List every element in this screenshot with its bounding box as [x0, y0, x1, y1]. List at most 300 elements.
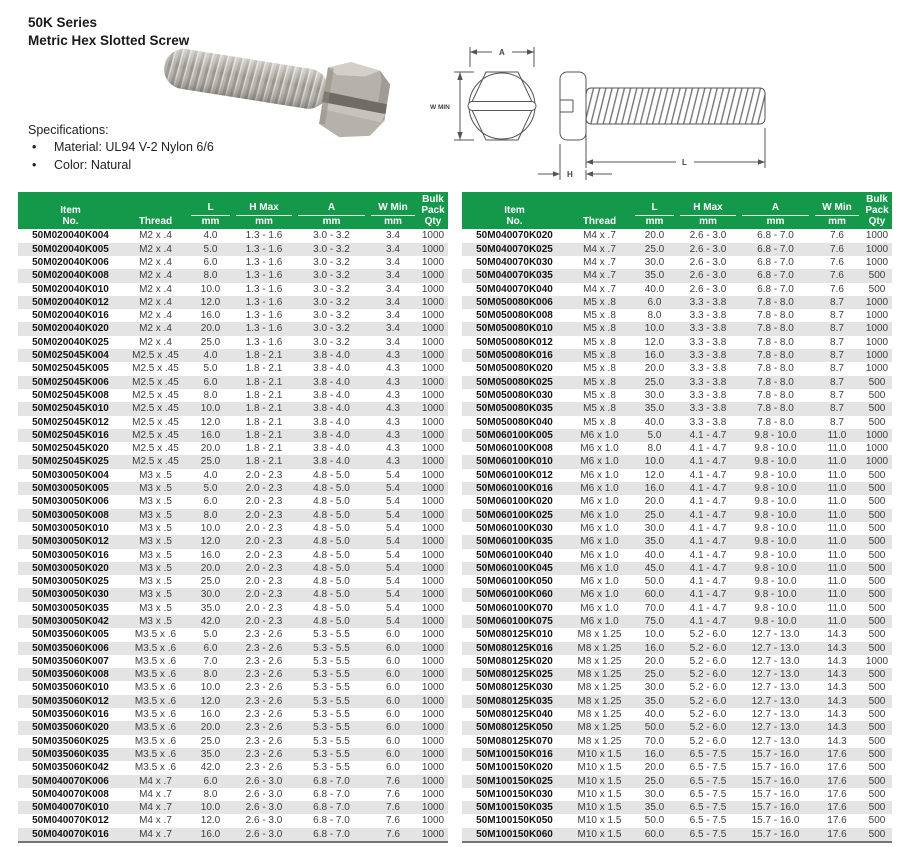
length-mm: 25.0	[200, 735, 221, 747]
h-max-mm: 1.3 - 1.6	[245, 256, 283, 268]
w-min-mm: 5.4	[368, 615, 418, 628]
bulk-pack-qty: 1000	[421, 629, 445, 641]
w-min-mm: 14.3	[812, 721, 862, 734]
item-no: 50M035060K008	[18, 668, 123, 681]
table-row	[462, 549, 892, 562]
thread: M3.5 x .6	[134, 682, 177, 694]
h-max-mm: 1.3 - 1.6	[233, 296, 295, 309]
w-min-mm: 4.3	[386, 416, 400, 428]
item-no: 50M050080K008	[476, 310, 553, 322]
length-mm: 20.0	[644, 230, 665, 242]
thread: M5 x .8	[567, 349, 632, 362]
thread: M3 x .5	[139, 469, 172, 481]
table-row	[462, 814, 892, 827]
a-mm: 9.8 - 10.0	[739, 429, 812, 442]
item-no: 50M100150K025	[462, 775, 567, 788]
length-mm: 6.0	[632, 296, 677, 309]
length-mm: 8.0	[647, 443, 662, 455]
table-row	[462, 322, 892, 335]
w-min-mm: 4.3	[386, 389, 400, 401]
specs-heading: Specifications:	[28, 123, 109, 137]
length-mm: 12.0	[188, 535, 233, 548]
w-min-mm: 6.0	[386, 629, 400, 641]
bulk-pack-qty: 500	[862, 562, 892, 575]
bulk-pack-qty: 1000	[862, 429, 892, 442]
a-mm: 3.0 - 3.2	[313, 230, 350, 242]
length-mm: 60.0	[632, 588, 677, 601]
h-max-mm: 1.3 - 1.6	[245, 230, 283, 242]
item-no: 50M035060K016	[32, 709, 109, 721]
w-min-mm: 5.4	[386, 576, 400, 588]
thread: M2.5 x .45	[123, 455, 188, 468]
item-no: 50M050080K040	[476, 416, 553, 428]
length-mm: 12.0	[200, 815, 221, 827]
length-mm: 35.0	[632, 535, 677, 548]
w-min-mm: 5.4	[386, 522, 400, 534]
table-row	[18, 376, 448, 389]
bulk-pack-qty: 500	[862, 775, 892, 788]
bulk-pack-qty: 1000	[421, 469, 445, 481]
bulk-pack-qty: 500	[868, 682, 886, 694]
w-min-mm: 4.3	[386, 443, 400, 455]
length-mm: 40.0	[644, 709, 665, 721]
bulk-pack-qty: 1000	[862, 455, 892, 468]
table-row	[18, 642, 448, 655]
length-mm: 35.0	[188, 748, 233, 761]
w-min-mm: 8.7	[830, 389, 844, 401]
item-no: 50M020040K008	[18, 269, 123, 282]
h-max-mm: 1.8 - 2.1	[245, 363, 283, 375]
thread: M6 x 1.0	[567, 509, 632, 522]
table-row	[462, 309, 892, 322]
bulk-pack-qty: 500	[868, 416, 886, 428]
h-max-mm: 2.0 - 2.3	[233, 482, 295, 495]
item-no: 50M050080K025	[462, 376, 567, 389]
w-min-mm: 11.0	[812, 429, 862, 442]
dim-label-wmin: W MIN	[430, 104, 450, 111]
h-max-mm: 3.3 - 3.8	[689, 416, 727, 428]
bulk-pack-qty: 500	[862, 376, 892, 389]
thread: M8 x 1.25	[577, 655, 622, 667]
table-row	[462, 495, 892, 508]
spec-table-right	[462, 192, 892, 843]
thread: M4 x .7	[567, 269, 632, 282]
h-max-mm: 3.3 - 3.8	[689, 310, 727, 322]
item-no: 50M030050K020	[18, 562, 123, 575]
w-min-mm: 14.3	[827, 655, 847, 667]
h-max-mm: 4.1 - 4.7	[689, 602, 727, 614]
a-mm: 12.7 - 13.0	[739, 695, 812, 708]
h-max-mm: 1.8 - 2.1	[233, 429, 295, 442]
a-mm: 4.8 - 5.0	[295, 562, 368, 575]
h-max-mm: 4.1 - 4.7	[677, 509, 739, 522]
w-min-mm: 4.3	[368, 402, 418, 415]
w-min-mm: 3.4	[368, 243, 418, 256]
table-row	[462, 509, 892, 522]
a-mm: 3.0 - 3.2	[295, 296, 368, 309]
length-mm: 4.0	[203, 230, 218, 242]
length-mm: 35.0	[632, 801, 677, 814]
length-mm: 70.0	[644, 735, 665, 747]
length-mm: 16.0	[200, 310, 221, 322]
h-max-mm: 4.1 - 4.7	[677, 482, 739, 495]
a-mm: 7.8 - 8.0	[757, 416, 794, 428]
h-max-mm: 2.6 - 3.0	[233, 801, 295, 814]
thread: M3.5 x .6	[134, 735, 177, 747]
table-row	[18, 655, 448, 668]
h-max-mm: 2.0 - 2.3	[233, 509, 295, 522]
length-mm: 20.0	[188, 322, 233, 335]
thread: M2 x .4	[123, 296, 188, 309]
a-mm: 5.3 - 5.5	[313, 762, 350, 774]
item-no: 50M060100K070	[476, 602, 553, 614]
thread: M3 x .5	[139, 522, 172, 534]
length-mm: 35.0	[632, 695, 677, 708]
w-min-mm: 11.0	[827, 496, 847, 508]
h-max-mm: 4.1 - 4.7	[689, 549, 727, 561]
thread: M10 x 1.5	[577, 788, 622, 800]
specifications	[28, 122, 214, 174]
h-max-mm: 2.0 - 2.3	[245, 496, 283, 508]
a-mm: 6.8 - 7.0	[295, 775, 368, 788]
h-max-mm: 2.3 - 2.6	[233, 642, 295, 655]
a-mm: 6.8 - 7.0	[313, 788, 350, 800]
table-row	[18, 336, 448, 349]
w-min-mm: 8.7	[812, 296, 862, 309]
length-mm: 5.0	[188, 243, 233, 256]
length-mm: 42.0	[188, 615, 233, 628]
item-no: 50M100150K060	[462, 828, 567, 842]
item-no: 50M060100K016	[462, 482, 567, 495]
h-max-mm: 3.3 - 3.8	[677, 349, 739, 362]
table-row	[462, 615, 892, 628]
item-no: 50M025045K004	[18, 349, 123, 362]
h-max-mm: 5.2 - 6.0	[689, 629, 727, 641]
spec-material	[28, 139, 214, 156]
table-row	[18, 402, 448, 415]
thread: M5 x .8	[567, 322, 632, 335]
thread: M3.5 x .6	[134, 655, 177, 667]
thread: M5 x .8	[567, 296, 632, 309]
thread: M3.5 x .6	[134, 629, 177, 641]
thread: M4 x .7	[123, 801, 188, 814]
table-row	[18, 748, 448, 761]
w-min-mm: 3.4	[368, 296, 418, 309]
bulk-pack-qty: 1000	[862, 296, 892, 309]
a-mm: 9.8 - 10.0	[739, 509, 812, 522]
bulk-pack-qty: 1000	[418, 482, 448, 495]
length-mm: 20.0	[188, 562, 233, 575]
h-max-mm: 4.1 - 4.7	[677, 562, 739, 575]
thread: M5 x .8	[583, 363, 616, 375]
col-header-item-no: Item No.	[462, 192, 567, 229]
w-min-mm: 3.4	[386, 336, 400, 348]
item-no: 50M080125K010	[476, 629, 553, 641]
spec-material-text: Material: UL94 V-2 Nylon 6/6	[54, 140, 214, 155]
length-mm: 20.0	[644, 363, 665, 375]
bulk-pack-qty: 1000	[418, 509, 448, 522]
item-no: 50M020040K005	[18, 243, 123, 256]
w-min-mm: 5.4	[368, 509, 418, 522]
length-mm: 60.0	[632, 828, 677, 842]
col-header-a: A mm	[739, 192, 812, 229]
bulk-pack-qty: 500	[862, 642, 892, 655]
item-no: 50M040070K025	[462, 243, 567, 256]
item-no: 50M050080K016	[462, 349, 567, 362]
a-mm: 15.7 - 16.0	[739, 748, 812, 761]
bullet: •	[32, 140, 37, 155]
w-min-mm: 8.7	[830, 416, 844, 428]
h-max-mm: 1.3 - 1.6	[233, 269, 295, 282]
bulk-pack-qty: 500	[862, 615, 892, 628]
w-min-mm: 4.3	[368, 349, 418, 362]
length-mm: 8.0	[647, 310, 662, 322]
length-mm: 8.0	[188, 668, 233, 681]
h-max-mm: 5.2 - 6.0	[677, 721, 739, 734]
bulk-pack-qty: 500	[862, 828, 892, 842]
length-mm: 6.0	[188, 642, 233, 655]
length-mm: 16.0	[632, 642, 677, 655]
w-min-mm: 4.3	[368, 429, 418, 442]
a-mm: 6.8 - 7.0	[295, 801, 368, 814]
a-mm: 7.8 - 8.0	[739, 376, 812, 389]
w-min-mm: 17.6	[812, 748, 862, 761]
thread: M4 x .7	[583, 283, 616, 295]
a-mm: 3.8 - 4.0	[295, 349, 368, 362]
a-mm: 12.7 - 13.0	[739, 721, 812, 734]
item-no: 50M020040K010	[32, 283, 109, 295]
thread: M2 x .4	[139, 283, 172, 295]
item-no: 50M020040K012	[18, 296, 123, 309]
w-min-mm: 14.3	[812, 642, 862, 655]
item-no: 50M035060K042	[32, 762, 109, 774]
item-no: 50M060100K035	[462, 535, 567, 548]
table-row	[18, 229, 448, 242]
item-no: 50M100150K016	[462, 748, 567, 761]
thread: M3 x .5	[123, 482, 188, 495]
a-mm: 12.7 - 13.0	[739, 668, 812, 681]
length-mm: 30.0	[644, 522, 665, 534]
w-min-mm: 5.4	[386, 469, 400, 481]
product-title: Metric Hex Slotted Screw	[28, 32, 190, 48]
bulk-pack-qty: 1000	[421, 230, 445, 242]
length-mm: 40.0	[644, 549, 665, 561]
length-mm: 35.0	[632, 269, 677, 282]
table-row	[462, 735, 892, 748]
thread: M3 x .5	[139, 549, 172, 561]
length-mm: 12.0	[644, 469, 665, 481]
h-max-mm: 2.3 - 2.6	[233, 748, 295, 761]
w-min-mm: 7.6	[368, 828, 418, 842]
table-row	[18, 535, 448, 548]
item-no: 50M060100K030	[476, 522, 553, 534]
length-mm: 20.0	[188, 721, 233, 734]
h-max-mm: 2.0 - 2.3	[233, 588, 295, 601]
bulk-pack-qty: 1000	[421, 602, 445, 614]
thread: M3.5 x .6	[123, 721, 188, 734]
item-no: 50M080125K025	[462, 668, 567, 681]
table-row	[462, 575, 892, 588]
w-min-mm: 6.0	[386, 735, 400, 747]
h-max-mm: 2.3 - 2.6	[233, 695, 295, 708]
table-row	[18, 562, 448, 575]
thread: M8 x 1.25	[577, 709, 622, 721]
a-mm: 15.7 - 16.0	[751, 788, 800, 800]
a-mm: 6.8 - 7.0	[757, 283, 794, 295]
length-mm: 20.0	[644, 655, 665, 667]
w-min-mm: 7.6	[368, 801, 418, 814]
a-mm: 5.3 - 5.5	[313, 682, 350, 694]
a-mm: 3.8 - 4.0	[295, 429, 368, 442]
w-min-mm: 11.0	[812, 455, 862, 468]
w-min-mm: 7.6	[830, 283, 844, 295]
length-mm: 4.0	[203, 469, 218, 481]
table-row	[462, 535, 892, 548]
table-row	[462, 442, 892, 455]
item-no: 50M060100K075	[462, 615, 567, 628]
length-mm: 16.0	[632, 349, 677, 362]
item-no: 50M020040K025	[32, 336, 109, 348]
thread: M6 x 1.0	[580, 576, 619, 588]
thread: M4 x .7	[123, 775, 188, 788]
item-no: 50M080125K050	[462, 721, 567, 734]
a-mm: 6.8 - 7.0	[739, 243, 812, 256]
bulk-pack-qty: 1000	[865, 336, 889, 348]
a-mm: 3.0 - 3.2	[313, 256, 350, 268]
item-no: 50M080125K070	[476, 735, 553, 747]
a-mm: 3.8 - 4.0	[295, 376, 368, 389]
bulk-pack-qty: 1000	[418, 775, 448, 788]
a-mm: 5.3 - 5.5	[313, 735, 350, 747]
h-max-mm: 1.3 - 1.6	[245, 336, 283, 348]
table-row	[18, 243, 448, 256]
length-mm: 16.0	[632, 482, 677, 495]
thread: M2 x .4	[139, 230, 172, 242]
w-min-mm: 7.6	[812, 243, 862, 256]
a-mm: 12.7 - 13.0	[751, 735, 800, 747]
h-max-mm: 5.2 - 6.0	[689, 682, 727, 694]
table-row	[462, 349, 892, 362]
w-min-mm: 7.6	[830, 256, 844, 268]
length-mm: 10.0	[632, 322, 677, 335]
a-mm: 9.8 - 10.0	[754, 576, 797, 588]
thread: M3 x .5	[139, 602, 172, 614]
bulk-pack-qty: 500	[868, 469, 886, 481]
w-min-mm: 6.0	[368, 748, 418, 761]
length-mm: 25.0	[632, 775, 677, 788]
a-mm: 7.8 - 8.0	[739, 296, 812, 309]
bullet: •	[32, 157, 37, 172]
item-no: 50M020040K020	[18, 322, 123, 335]
table-row	[18, 256, 448, 269]
item-no: 50M040070K016	[18, 828, 123, 842]
a-mm: 15.7 - 16.0	[739, 828, 812, 842]
thread: M8 x 1.25	[577, 682, 622, 694]
a-mm: 4.8 - 5.0	[295, 535, 368, 548]
bulk-pack-qty: 1000	[418, 801, 448, 814]
length-mm: 12.0	[188, 695, 233, 708]
a-mm: 5.3 - 5.5	[313, 709, 350, 721]
length-mm: 50.0	[644, 576, 665, 588]
h-max-mm: 2.6 - 3.0	[689, 256, 727, 268]
length-mm: 30.0	[644, 389, 665, 401]
w-min-mm: 5.4	[386, 602, 400, 614]
h-max-mm: 4.1 - 4.7	[689, 496, 727, 508]
length-mm: 20.0	[644, 762, 665, 774]
table-row	[462, 708, 892, 721]
thread: M2 x .4	[123, 322, 188, 335]
bulk-pack-qty: 1000	[865, 256, 889, 268]
a-mm: 5.3 - 5.5	[313, 629, 350, 641]
a-mm: 9.8 - 10.0	[754, 496, 797, 508]
a-mm: 12.7 - 13.0	[739, 642, 812, 655]
bulk-pack-qty: 1000	[418, 668, 448, 681]
w-min-mm: 11.0	[827, 469, 847, 481]
bulk-pack-qty: 1000	[862, 322, 892, 335]
table-row	[462, 469, 892, 482]
bulk-pack-qty: 1000	[421, 522, 445, 534]
table-row	[18, 416, 448, 429]
a-mm: 3.8 - 4.0	[313, 389, 350, 401]
item-no: 50M040070K040	[476, 283, 553, 295]
bulk-pack-qty: 500	[862, 588, 892, 601]
item-no: 50M050080K030	[476, 389, 553, 401]
bulk-pack-qty: 500	[862, 509, 892, 522]
item-no: 50M060100K005	[462, 429, 567, 442]
length-mm: 8.0	[188, 509, 233, 522]
item-no: 50M050080K035	[462, 402, 567, 415]
length-mm: 25.0	[200, 336, 221, 348]
a-mm: 7.8 - 8.0	[757, 310, 794, 322]
item-no: 50M040070K030	[476, 256, 553, 268]
thread: M5 x .8	[567, 376, 632, 389]
a-mm: 12.7 - 13.0	[751, 682, 800, 694]
table-row	[462, 455, 892, 468]
w-min-mm: 3.4	[386, 283, 400, 295]
w-min-mm: 7.6	[368, 775, 418, 788]
h-max-mm: 6.5 - 7.5	[689, 815, 727, 827]
length-mm: 10.0	[200, 283, 221, 295]
bulk-pack-qty: 1000	[865, 310, 889, 322]
table-row	[462, 336, 892, 349]
a-mm: 12.7 - 13.0	[751, 629, 800, 641]
length-mm: 16.0	[188, 828, 233, 842]
table-row	[18, 549, 448, 562]
length-mm: 16.0	[200, 709, 221, 721]
item-no: 50M040070K020	[476, 230, 553, 242]
thread: M4 x .7	[567, 243, 632, 256]
bulk-pack-qty: 500	[862, 801, 892, 814]
w-min-mm: 7.6	[830, 230, 844, 242]
table-row	[18, 362, 448, 375]
item-no: 50M080125K030	[476, 682, 553, 694]
length-mm: 5.0	[632, 429, 677, 442]
length-mm: 10.0	[644, 629, 665, 641]
col-header-item-no: Item No.	[18, 192, 123, 229]
spec-table-left	[18, 192, 448, 843]
bulk-pack-qty: 500	[868, 815, 886, 827]
item-no: 50M025045K008	[32, 389, 109, 401]
table-row	[18, 602, 448, 615]
a-mm: 6.8 - 7.0	[757, 230, 794, 242]
h-max-mm: 1.3 - 1.6	[245, 283, 283, 295]
col-header-h-max: H Max mm	[233, 192, 295, 229]
col-header-length: L mm	[632, 192, 677, 229]
length-mm: 75.0	[632, 615, 677, 628]
bulk-pack-qty: 1000	[862, 349, 892, 362]
table-row	[462, 296, 892, 309]
bulk-pack-qty: 1000	[421, 788, 445, 800]
